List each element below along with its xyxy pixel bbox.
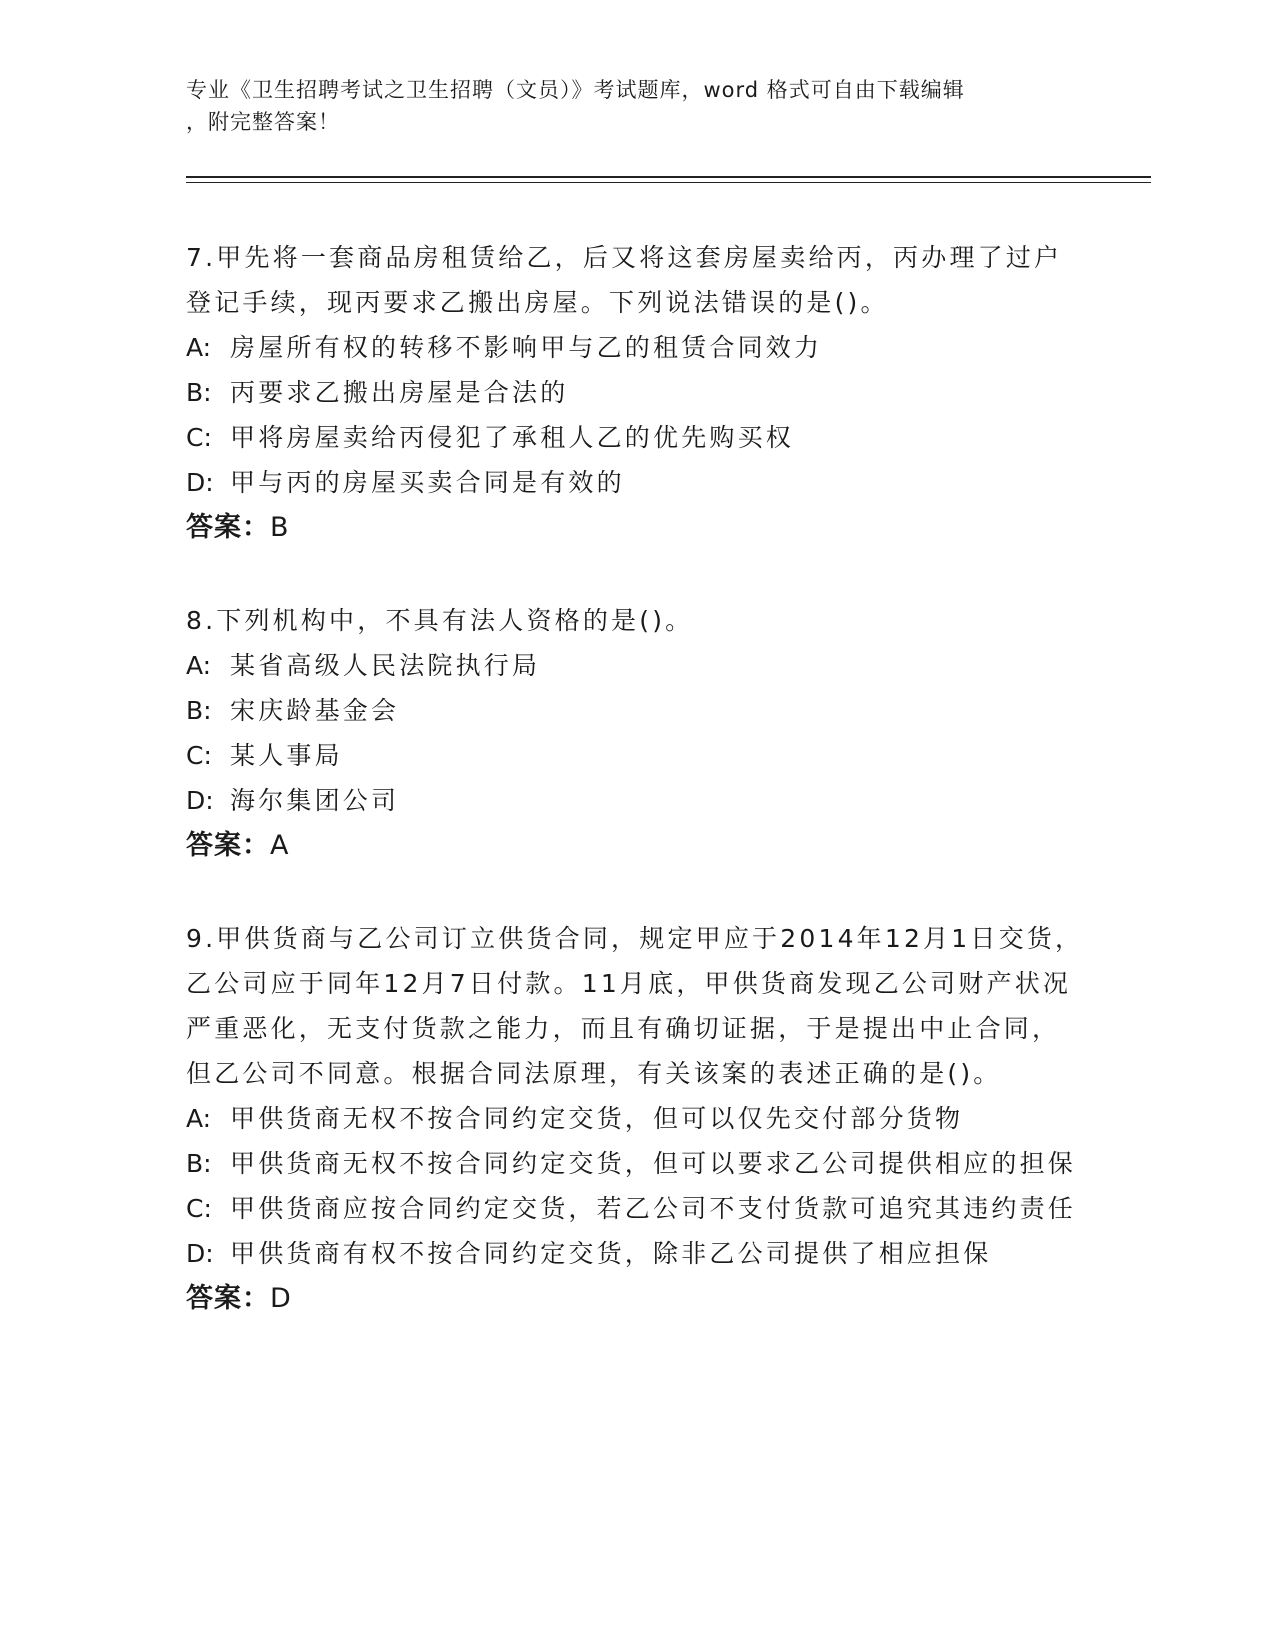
option-label: B: bbox=[186, 696, 212, 725]
question-stem: 9.甲供货商与乙公司订立供货合同，规定甲应于2014年12月1日交货，乙公司应于同年12月7日付款。11月底，甲供货商发现乙公司财产状况严重恶化，无支付货款之能力，而且有确切证据，于是提出中止合同，但乙公司不同意。根据合同法原理，有关该案的表述正确的是()。 bbox=[186, 924, 1084, 1088]
option-label: A: bbox=[186, 1104, 212, 1133]
question-list bbox=[186, 235, 1086, 1369]
option-label: D: bbox=[186, 786, 214, 815]
header-line-1: 专业《卫生招聘考试之卫生招聘（文员）》考试题库，word 格式可自由下载编辑 bbox=[186, 78, 965, 102]
question-9 bbox=[186, 916, 1086, 1322]
answer-value: D bbox=[270, 1283, 292, 1314]
option-b bbox=[186, 370, 1086, 415]
option-d bbox=[186, 778, 1086, 823]
header-line-2: ，附完整答案！ bbox=[186, 110, 340, 134]
option-text: 甲供货商有权不按合同约定交货，除非乙公司提供了相应担保 bbox=[230, 1239, 992, 1268]
option-text: 甲供货商无权不按合同约定交货，但可以仅先交付部分货物 bbox=[230, 1104, 964, 1133]
document-header bbox=[186, 74, 1066, 138]
option-text: 房屋所有权的转移不影响甲与乙的租赁合同效力 bbox=[230, 333, 823, 362]
option-text: 甲供货商无权不按合同约定交货，但可以要求乙公司提供相应的担保 bbox=[230, 1149, 1077, 1178]
option-b bbox=[186, 688, 1086, 733]
answer-value: A bbox=[270, 830, 290, 861]
option-text: 甲将房屋卖给丙侵犯了承租人乙的优先购买权 bbox=[230, 423, 795, 452]
option-a bbox=[186, 325, 1086, 370]
option-d bbox=[186, 460, 1086, 505]
option-label: C: bbox=[186, 423, 212, 452]
answer-label: 答案： bbox=[186, 1283, 270, 1314]
option-label: D: bbox=[186, 468, 214, 497]
option-label: C: bbox=[186, 741, 212, 770]
header-rule-thick bbox=[186, 176, 1151, 178]
option-label: B: bbox=[186, 1149, 212, 1178]
answer-label: 答案： bbox=[186, 512, 270, 543]
option-a bbox=[186, 1096, 1086, 1141]
question-stem: 7.甲先将一套商品房租赁给乙，后又将这套房屋卖给丙，丙办理了过户登记手续，现丙要求乙搬出房屋。下列说法错误的是()。 bbox=[186, 243, 1063, 317]
option-label: C: bbox=[186, 1194, 212, 1223]
option-a bbox=[186, 643, 1086, 688]
option-c bbox=[186, 733, 1086, 778]
answer-label: 答案： bbox=[186, 830, 270, 861]
option-text: 海尔集团公司 bbox=[230, 786, 400, 815]
option-d bbox=[186, 1231, 1086, 1276]
option-text: 宋庆龄基金会 bbox=[230, 696, 400, 725]
option-b bbox=[186, 1141, 1086, 1186]
option-text: 甲供货商应按合同约定交货，若乙公司不支付货款可追究其违约责任 bbox=[230, 1194, 1077, 1223]
option-text: 某省高级人民法院执行局 bbox=[230, 651, 541, 680]
question-8 bbox=[186, 598, 1086, 869]
header-rule-thin bbox=[186, 182, 1151, 183]
answer-line bbox=[186, 505, 1086, 551]
option-text: 甲与丙的房屋买卖合同是有效的 bbox=[230, 468, 625, 497]
option-c bbox=[186, 1186, 1086, 1231]
option-text: 某人事局 bbox=[230, 741, 343, 770]
answer-line bbox=[186, 823, 1086, 869]
option-label: A: bbox=[186, 651, 212, 680]
option-label: B: bbox=[186, 378, 212, 407]
question-7 bbox=[186, 235, 1086, 551]
option-c bbox=[186, 415, 1086, 460]
option-label: A: bbox=[186, 333, 212, 362]
question-stem: 8.下列机构中，不具有法人资格的是()。 bbox=[186, 606, 694, 635]
option-text: 丙要求乙搬出房屋是合法的 bbox=[230, 378, 569, 407]
answer-value: B bbox=[270, 512, 290, 543]
answer-line bbox=[186, 1276, 1086, 1322]
option-label: D: bbox=[186, 1239, 214, 1268]
